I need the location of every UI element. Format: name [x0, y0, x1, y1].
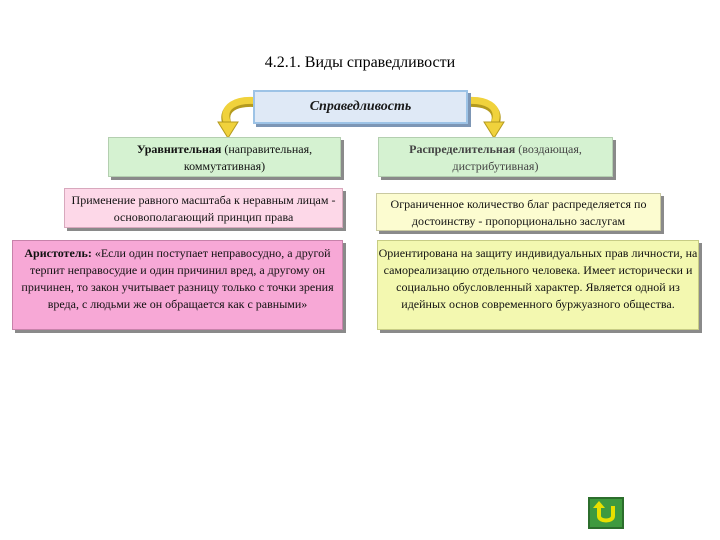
return-arrow-icon: [590, 499, 622, 527]
right-principle-text: Ограниченное количество благ распределяется по достоинству - пропорционально заслугам: [390, 197, 647, 228]
quote-author: Аристотель:: [24, 246, 92, 260]
left-principle-box: [64, 188, 343, 228]
left-quote-box: [12, 240, 343, 330]
root-node: [253, 90, 468, 124]
right-heading-bold: Распределительная: [409, 142, 516, 156]
right-description-text: Ориентирована на защиту индивидуальных прав личности, на самореализацию отдельного человека. Имеет исторически и социально обусловленный характер. Является одной из идейных основ современного буржуазного общества.: [378, 246, 698, 311]
right-heading-rest: (воздающая, дистрибутивная): [452, 142, 582, 173]
left-heading-rest: (направительная, коммутативная): [183, 142, 313, 173]
left-heading-bold: Уравнительная: [136, 142, 222, 156]
right-heading-box: [378, 137, 613, 177]
root-label: Справедливость: [309, 99, 412, 114]
left-principle-text: Применение равного масштаба к неравным лицам - основополагающий принцип права: [71, 193, 336, 224]
return-button[interactable]: [588, 497, 624, 529]
page-title: 4.2.1. Виды справедливости: [264, 54, 456, 71]
quote-text: «Если один поступает неправосудно, а другой терпит неправосудие и один причинил вред, а другому он причинен, то закон учитывает разницу только с точки зрения вреда, с людьми же он обращается как с равными»: [21, 246, 334, 311]
right-principle-box: [376, 193, 661, 231]
left-heading-box: [108, 137, 341, 177]
right-description-box: [377, 240, 699, 330]
